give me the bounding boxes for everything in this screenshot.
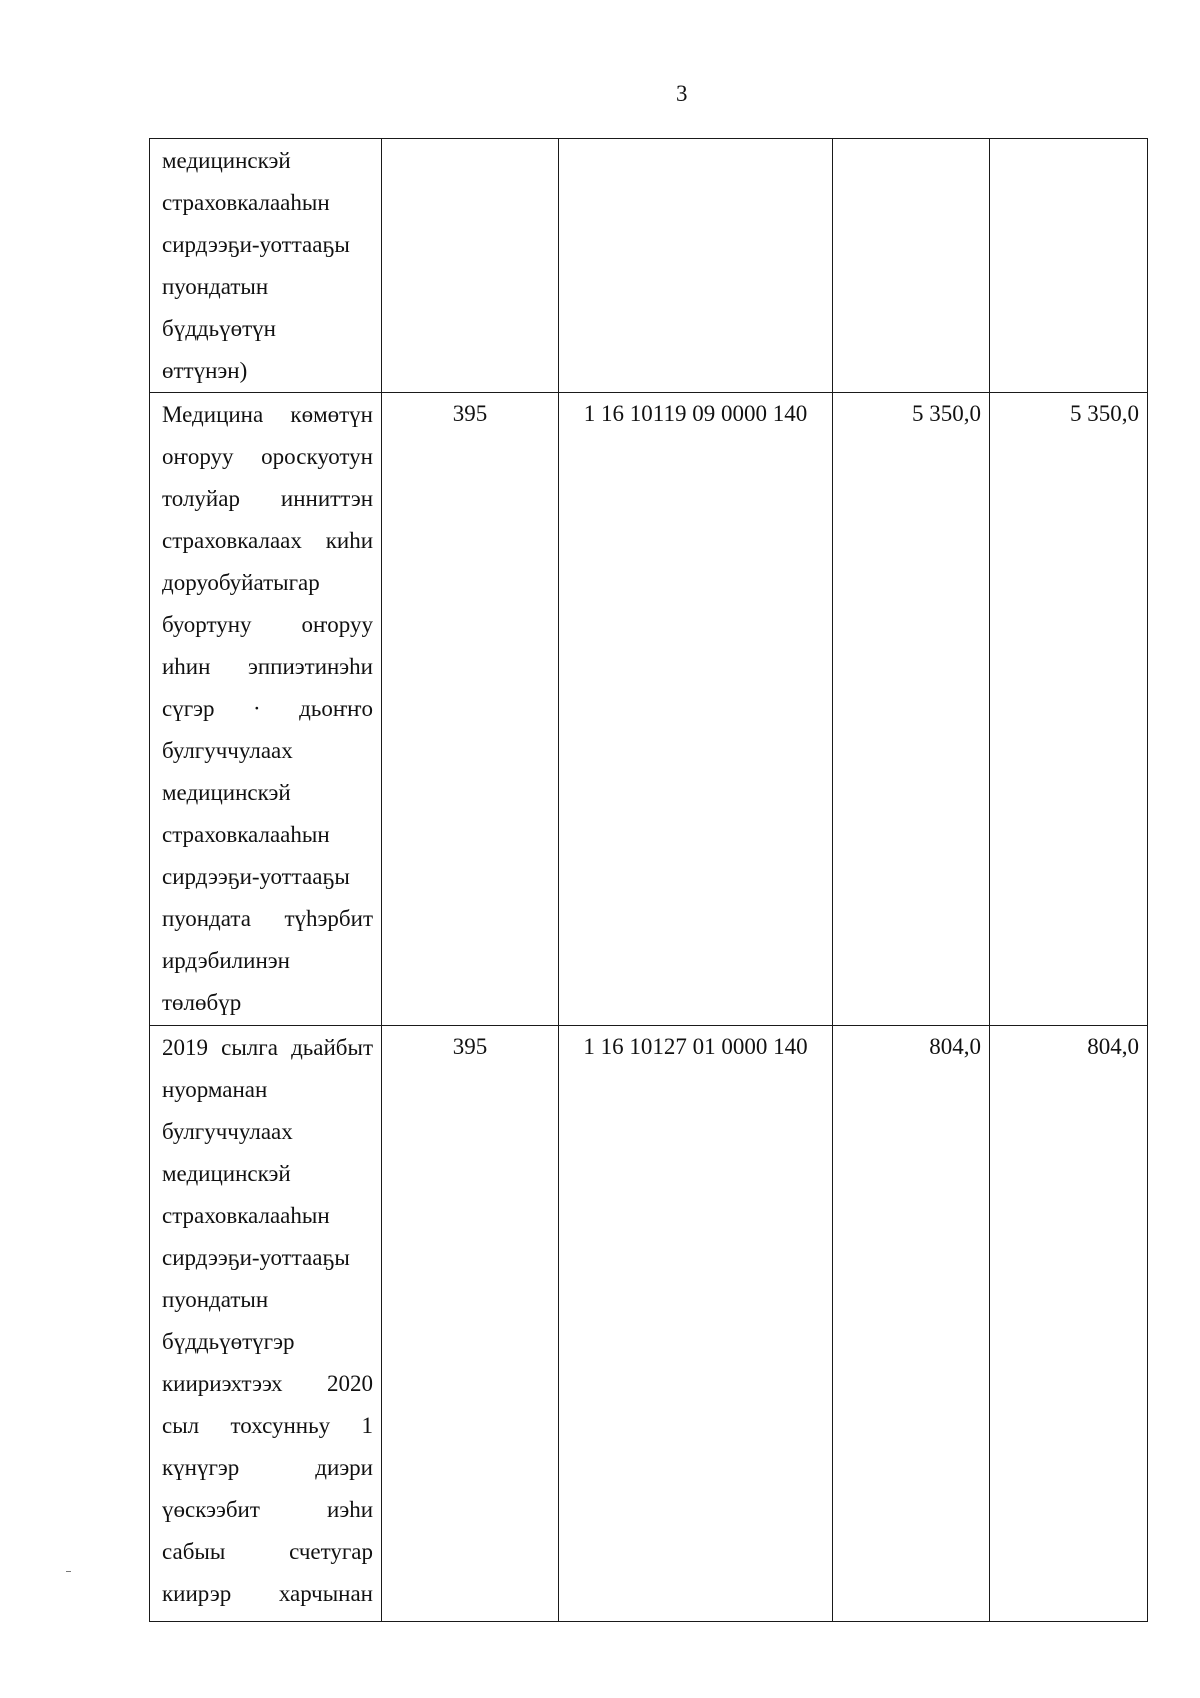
description-line: сирдээҕи-уоттааҕы <box>162 1245 350 1270</box>
description-cell <box>150 1026 382 1622</box>
kbk-code-cell: 1 16 10119 09 0000 140 <box>559 393 833 1026</box>
page-number: 3 <box>676 81 688 106</box>
amount-cell-1 <box>833 139 990 393</box>
description-line: өттүнэн) <box>162 358 248 383</box>
description-line: күнүгэр диэри <box>162 1455 373 1480</box>
amount-cell-1: 5 350,0 <box>833 393 990 1026</box>
description-line: 2019 сылга дьайбыт <box>162 1035 373 1060</box>
description-line: страховкалааһын <box>162 1203 330 1228</box>
description-line: ирдэбилинэн <box>162 948 290 973</box>
description-line: үөскээбит иэһи <box>162 1497 373 1522</box>
description-line: сирдээҕи-уоттааҕы <box>162 232 350 257</box>
admin-code-cell: 395 <box>382 393 559 1026</box>
description-line: медицинскэй <box>162 1161 291 1186</box>
admin-code-cell <box>382 139 559 393</box>
scan-artifact <box>66 1571 71 1572</box>
description-line: страховкалааһын <box>162 822 330 847</box>
table-row <box>150 139 1148 393</box>
description-line: доруобуйатыгар <box>162 570 320 595</box>
description-line: киирэр харчынан <box>162 1581 373 1606</box>
description-line: төлөбүр <box>162 990 242 1015</box>
description-line: сыл тохсунньу 1 <box>162 1413 373 1438</box>
amount-cell-1: 804,0 <box>833 1026 990 1622</box>
description-line: пуондата түһэрбит <box>162 906 373 931</box>
description-line: киириэхтээх 2020 <box>162 1371 373 1396</box>
description-line: пуондатын <box>162 274 269 299</box>
description-line: толуйар инниттэн <box>162 486 373 511</box>
description-line: медицинскэй <box>162 148 291 173</box>
description-line: иһин эппиэтинэһи <box>162 654 373 679</box>
description-line: сирдээҕи-уоттааҕы <box>162 864 350 889</box>
kbk-code-cell <box>559 139 833 393</box>
table-row <box>150 1026 1148 1622</box>
description-line: бүддьүөтүн <box>162 316 276 341</box>
description-line: булгуччулаах <box>162 738 293 763</box>
description-line: Медицина көмөтүн <box>162 402 373 427</box>
budget-table <box>149 138 1148 1622</box>
description-line: сүгэр · дьоҥҥо <box>162 696 373 721</box>
description-line: булгуччулаах <box>162 1119 293 1144</box>
table-row <box>150 393 1148 1026</box>
description-line: пуондатын <box>162 1287 269 1312</box>
description-line: оҥоруу ороскуотун <box>162 444 373 469</box>
description-cell <box>150 139 382 393</box>
description-line: нуорманан <box>162 1077 268 1102</box>
description-line: бүддьүөтүгэр <box>162 1329 295 1354</box>
admin-code-cell: 395 <box>382 1026 559 1622</box>
description-line: страховкалааһын <box>162 190 330 215</box>
amount-cell-2 <box>990 139 1148 393</box>
kbk-code-cell: 1 16 10127 01 0000 140 <box>559 1026 833 1622</box>
description-line: страховкалаах киһи <box>162 528 373 553</box>
description-line: сабыы счетугар <box>162 1539 373 1564</box>
description-line: медицинскэй <box>162 780 291 805</box>
amount-cell-2: 5 350,0 <box>990 393 1148 1026</box>
amount-cell-2: 804,0 <box>990 1026 1148 1622</box>
description-line: буортуну оҥоруу <box>162 612 373 637</box>
description-cell <box>150 393 382 1026</box>
